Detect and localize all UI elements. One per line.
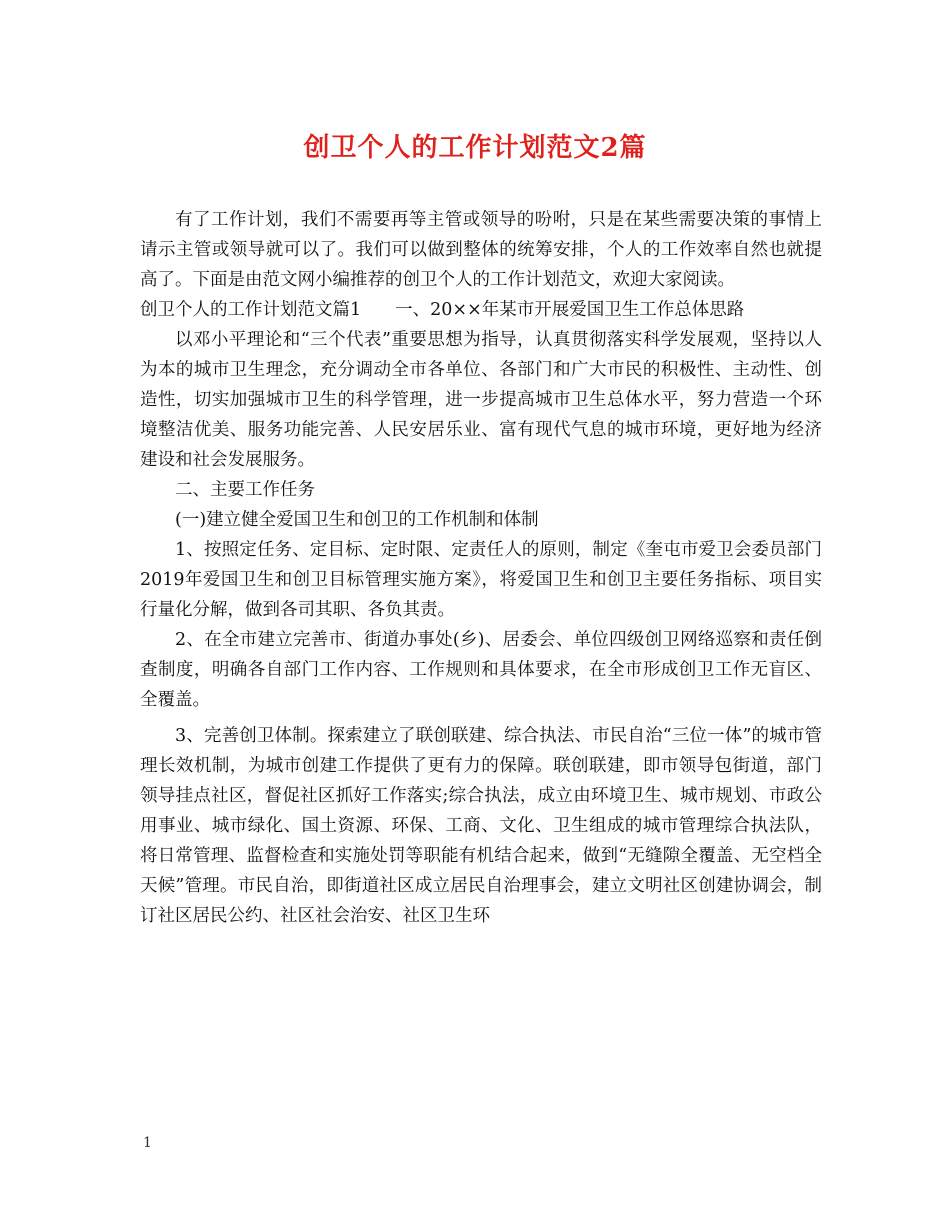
task-item-2: 2、在全市建立完善市、街道办事处(乡)、居委会、单位四级创卫网络巡察和责任倒查制度，明确各自部门工作内容、工作规则和具体要求，在全市形成创卫工作无盲区、全覆盖。	[140, 630, 822, 710]
section-heading-line	[140, 295, 822, 325]
main-tasks-heading: 二、主要工作任务	[175, 480, 315, 500]
task-item-3: 3、完善创卫体制。探索建立了联创联建、综合执法、市民自治“三位一体”的城市管理长效机制，为城市创建工作提供了更有力的保障。联创联建，即市领导包街道，部门领导挂点社区，督促社区抓好工作落实;综合执法，成立由环境卫生、城市规划、市政公用事业、城市绿化、国土资源、环保、工商、文化、卫生组成的城市管理综合执法队，将日常管理、监督检查和实施处罚等职能有机结合起来，做到“无缝隙全覆盖、无空档全天候”管理。市民自治，即街道社区成立居民自治理事会，建立文明社区创建协调会，制订社区居民公约、社区社会治安、社区卫生环	[140, 726, 822, 926]
task-item-1: 1、按照定任务、定目标、定时限、定责任人的原则，制定《奎屯市爱卫会委员部门2019年爱国卫生和创卫目标管理实施方案》，将爱国卫生和创卫主要任务指标、项目实行量化分解，做到各司其职、各负其责。	[140, 540, 822, 620]
section-subheading: 一、20××年某市开展爱国卫生工作总体思路	[395, 300, 745, 320]
intro-paragraph: 有了工作计划，我们不需要再等主管或领导的吩咐，只是在某些需要决策的事情上请示主管或领导就可以了。我们可以做到整体的统筹安排，个人的工作效率自然也就提高了。下面是由范文网小编推荐的创卫个人的工作计划范文，欢迎大家阅读。	[140, 210, 822, 290]
subsection-heading: (一)建立健全爱国卫生和创卫的工作机制和体制	[175, 510, 539, 530]
document-body	[140, 205, 822, 931]
guiding-principle-paragraph: 以邓小平理论和“三个代表”重要思想为指导，认真贯彻落实科学发展观，坚持以人为本的城市卫生理念，充分调动全市各单位、各部门和广大市民的积极性、主动性、创造性，切实加强城市卫生的科学管理，进一步提高城市卫生总体水平，努力营造一个环境整洁优美、服务功能完善、人民安居乐业、富有现代气息的城市环境，更好地为经济建设和社会发展服务。	[140, 330, 822, 470]
page-number: 1	[143, 1135, 152, 1151]
section-heading: 创卫个人的工作计划范文篇1	[140, 300, 362, 320]
document-title: 创卫个人的工作计划范文2篇	[303, 133, 647, 163]
